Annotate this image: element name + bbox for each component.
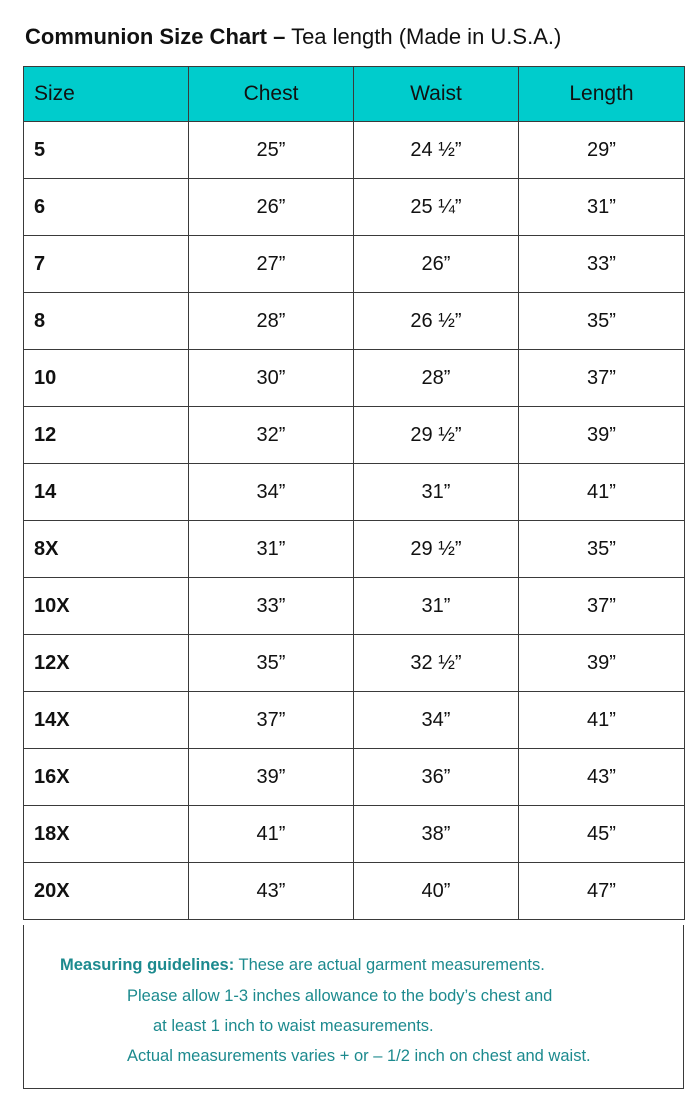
title-subtitle: Tea length (Made in U.S.A.) bbox=[285, 24, 562, 49]
cell-waist: 34” bbox=[354, 692, 519, 749]
cell-size: 16X bbox=[24, 749, 189, 806]
cell-size: 8 bbox=[24, 293, 189, 350]
cell-length: 45” bbox=[519, 806, 685, 863]
header-length: Length bbox=[519, 67, 685, 122]
page-title bbox=[25, 22, 561, 52]
cell-length: 41” bbox=[519, 464, 685, 521]
table-row bbox=[24, 692, 685, 749]
cell-waist: 24 ½” bbox=[354, 122, 519, 179]
cell-chest: 32” bbox=[189, 407, 354, 464]
cell-chest: 41” bbox=[189, 806, 354, 863]
table-row bbox=[24, 407, 685, 464]
cell-waist: 26 ½” bbox=[354, 293, 519, 350]
table-row bbox=[24, 122, 685, 179]
table-row bbox=[24, 293, 685, 350]
header-row bbox=[24, 67, 685, 122]
cell-length: 47” bbox=[519, 863, 685, 920]
guideline-text-1: These are actual garment measurements. bbox=[234, 956, 545, 974]
cell-size: 14 bbox=[24, 464, 189, 521]
guideline-line-3: at least 1 inch to waist measurements. bbox=[153, 1017, 434, 1035]
table-row bbox=[24, 806, 685, 863]
cell-waist: 28” bbox=[354, 350, 519, 407]
cell-chest: 43” bbox=[189, 863, 354, 920]
cell-length: 35” bbox=[519, 521, 685, 578]
table-row bbox=[24, 521, 685, 578]
cell-waist: 32 ½” bbox=[354, 635, 519, 692]
table-row bbox=[24, 578, 685, 635]
cell-size: 10 bbox=[24, 350, 189, 407]
cell-length: 31” bbox=[519, 179, 685, 236]
cell-waist: 38” bbox=[354, 806, 519, 863]
cell-chest: 31” bbox=[189, 521, 354, 578]
cell-waist: 31” bbox=[354, 578, 519, 635]
table-row bbox=[24, 350, 685, 407]
cell-waist: 36” bbox=[354, 749, 519, 806]
cell-length: 33” bbox=[519, 236, 685, 293]
table-row bbox=[24, 749, 685, 806]
cell-waist: 40” bbox=[354, 863, 519, 920]
table-row bbox=[24, 236, 685, 293]
cell-waist: 25 ¼” bbox=[354, 179, 519, 236]
guideline-line-1 bbox=[60, 955, 545, 975]
header-waist: Waist bbox=[354, 67, 519, 122]
cell-size: 7 bbox=[24, 236, 189, 293]
size-chart-table bbox=[23, 66, 685, 920]
cell-length: 29” bbox=[519, 122, 685, 179]
cell-size: 18X bbox=[24, 806, 189, 863]
cell-chest: 25” bbox=[189, 122, 354, 179]
cell-chest: 33” bbox=[189, 578, 354, 635]
cell-size: 10X bbox=[24, 578, 189, 635]
cell-chest: 35” bbox=[189, 635, 354, 692]
cell-chest: 26” bbox=[189, 179, 354, 236]
header-size: Size bbox=[24, 67, 189, 122]
cell-chest: 27” bbox=[189, 236, 354, 293]
cell-chest: 34” bbox=[189, 464, 354, 521]
cell-chest: 39” bbox=[189, 749, 354, 806]
table-row bbox=[24, 863, 685, 920]
cell-size: 12X bbox=[24, 635, 189, 692]
cell-waist: 26” bbox=[354, 236, 519, 293]
cell-length: 35” bbox=[519, 293, 685, 350]
guideline-line-4: Actual measurements varies + or – 1/2 inch on chest and waist. bbox=[127, 1047, 591, 1065]
cell-length: 39” bbox=[519, 407, 685, 464]
cell-length: 37” bbox=[519, 578, 685, 635]
cell-size: 20X bbox=[24, 863, 189, 920]
measuring-guidelines bbox=[23, 925, 684, 1089]
cell-chest: 28” bbox=[189, 293, 354, 350]
table-row bbox=[24, 464, 685, 521]
cell-length: 43” bbox=[519, 749, 685, 806]
cell-waist: 31” bbox=[354, 464, 519, 521]
cell-length: 37” bbox=[519, 350, 685, 407]
cell-chest: 30” bbox=[189, 350, 354, 407]
guideline-label: Measuring guidelines: bbox=[60, 956, 235, 974]
title-bold: Communion Size Chart – bbox=[25, 24, 286, 49]
table-body bbox=[24, 122, 685, 920]
cell-size: 12 bbox=[24, 407, 189, 464]
header-chest: Chest bbox=[189, 67, 354, 122]
table-header bbox=[24, 67, 685, 122]
cell-size: 14X bbox=[24, 692, 189, 749]
cell-size: 6 bbox=[24, 179, 189, 236]
cell-size: 8X bbox=[24, 521, 189, 578]
cell-size: 5 bbox=[24, 122, 189, 179]
table-row bbox=[24, 179, 685, 236]
cell-chest: 37” bbox=[189, 692, 354, 749]
guideline-line-2: Please allow 1-3 inches allowance to the body’s chest and bbox=[127, 987, 553, 1005]
table-row bbox=[24, 635, 685, 692]
cell-waist: 29 ½” bbox=[354, 521, 519, 578]
cell-length: 39” bbox=[519, 635, 685, 692]
cell-waist: 29 ½” bbox=[354, 407, 519, 464]
cell-length: 41” bbox=[519, 692, 685, 749]
